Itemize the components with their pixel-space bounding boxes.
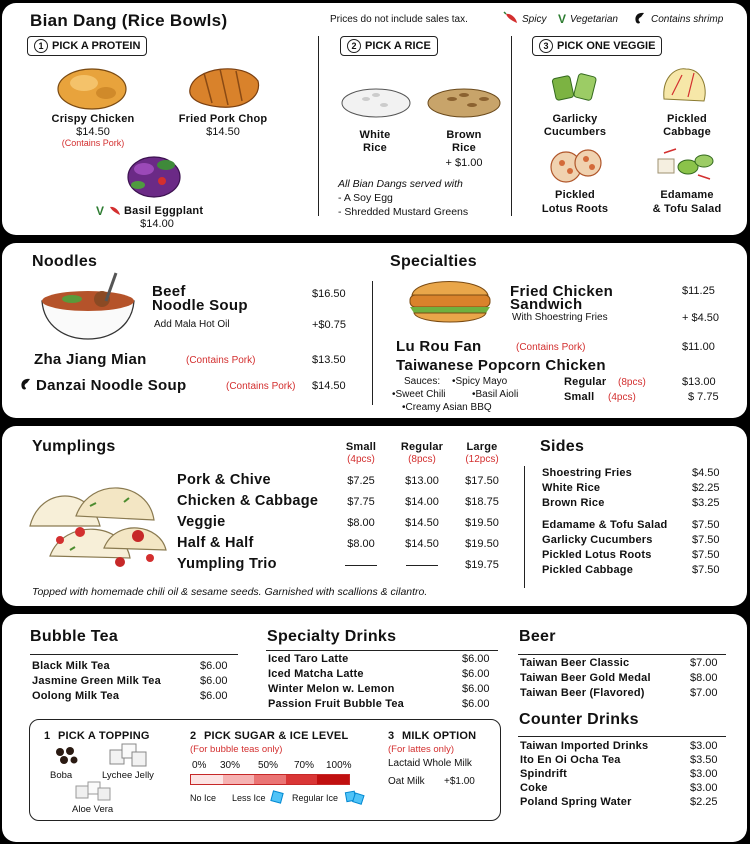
side-name: Pickled Lotus Roots xyxy=(542,549,652,561)
step-pick-protein xyxy=(27,36,147,56)
divider xyxy=(372,281,373,405)
specialty-drink-price: $6.00 xyxy=(462,683,490,695)
yumplings-title: Yumplings xyxy=(32,438,116,455)
rule xyxy=(518,736,726,737)
veggie-line1: Pickled xyxy=(667,113,707,125)
step-number: 2 xyxy=(347,39,361,53)
sauce-item: •Sweet Chili xyxy=(392,389,446,400)
popcorn-size-price: $ 7.75 xyxy=(688,391,719,403)
side-name: Edamame & Tofu Salad xyxy=(542,519,668,531)
rule xyxy=(266,650,498,651)
sides-title: Sides xyxy=(540,438,585,455)
side-price: $7.50 xyxy=(692,549,720,561)
sugar-segment xyxy=(191,775,223,784)
counter-drinks-title: Counter Drinks xyxy=(519,711,639,728)
popcorn-size-label: Regular xyxy=(564,376,607,388)
side-price: $4.50 xyxy=(692,467,720,479)
rule xyxy=(518,654,726,655)
beer-price: $7.00 xyxy=(690,687,718,699)
veggie-line2: Cucumbers xyxy=(543,126,607,138)
side-name: Garlicky Cucumbers xyxy=(542,534,653,546)
milk-option-name: Lactaid Whole Milk xyxy=(388,758,472,769)
yumpling-col-label: Large xyxy=(466,441,498,453)
yumpling-row-name: Chicken & Cabbage xyxy=(177,493,319,509)
milk-option-name: Oat Milk xyxy=(388,776,425,787)
beef-noodle-addon: Add Mala Hot Oil xyxy=(154,319,230,330)
side-price: $2.25 xyxy=(692,482,720,494)
side-price: $7.50 xyxy=(692,519,720,531)
served-with-item: - A Soy Egg xyxy=(338,192,393,204)
chili-pepper-icon xyxy=(108,204,122,217)
vegetarian-mark-icon: V xyxy=(96,204,105,218)
sugar-level-label: 100% xyxy=(326,760,352,771)
protein-name: Basil Eggplant xyxy=(124,205,204,217)
yumpling-price: $18.75 xyxy=(465,496,499,508)
drinks-panel xyxy=(2,614,747,842)
served-with-intro: All Bian Dangs served with xyxy=(338,178,463,190)
yumplings-footnote: Topped with homemade chili oil & sesame seeds. Garnished with scallions & cilantro. xyxy=(32,586,428,598)
rice-price: + $1.00 xyxy=(445,157,483,169)
yumpling-price: $8.00 xyxy=(347,517,375,529)
noodles-title: Noodles xyxy=(32,253,98,270)
counter-drink-name: Taiwan Imported Drinks xyxy=(520,740,649,752)
ice-label: No Ice xyxy=(190,793,217,803)
specialty-drinks-title: Specialty Drinks xyxy=(267,628,397,645)
side-price: $3.25 xyxy=(692,497,720,509)
veggie-line2: Lotus Roots xyxy=(541,203,609,215)
sugar-step-number: 2 xyxy=(190,730,197,742)
legend-vegetarian: Vegetarian xyxy=(570,14,618,25)
yumpling-price: $14.00 xyxy=(405,496,439,508)
topping-label: Aloe Vera xyxy=(72,804,114,815)
side-name: Shoestring Fries xyxy=(542,467,632,479)
yumpling-price: $7.25 xyxy=(347,475,375,487)
specialty-drink-price: $6.00 xyxy=(462,698,490,710)
divider xyxy=(524,466,525,588)
protein-name: Crispy Chicken xyxy=(51,113,135,125)
specialties-title: Specialties xyxy=(390,253,477,270)
topping-step-number: 1 xyxy=(44,730,51,742)
step-label: PICK A RICE xyxy=(365,40,431,52)
protein-name: Fried Pork Chop xyxy=(178,113,268,125)
lu-rou-fan-name: Lu Rou Fan xyxy=(396,338,482,355)
ice-label: Less Ice xyxy=(232,793,266,803)
yumplings-sides-panel xyxy=(2,426,747,606)
yumpling-col-count: (12pcs) xyxy=(465,454,499,465)
popcorn-size-count: (8pcs) xyxy=(618,377,646,388)
sugar-level-label: 30% xyxy=(220,760,241,771)
sauce-item: •Creamy Asian BBQ xyxy=(402,402,492,413)
rice-line2: Rice xyxy=(451,142,477,154)
counter-drink-price: $3.00 xyxy=(690,768,718,780)
bubble-tea-name: Black Milk Tea xyxy=(32,660,110,672)
sugar-note: (For bubble teas only) xyxy=(190,744,283,755)
yumpling-price: $17.50 xyxy=(465,475,499,487)
bubble-tea-price: $6.00 xyxy=(200,690,228,702)
dumplings-illustration xyxy=(20,466,172,576)
rice-line1: White xyxy=(359,129,391,141)
beef-noodle-addon-price: +$0.75 xyxy=(312,319,346,331)
sugar-level-label: 0% xyxy=(192,760,207,771)
veggie-line2: Cabbage xyxy=(663,126,711,138)
bubble-tea-name: Jasmine Green Milk Tea xyxy=(32,675,161,687)
bubble-tea-price: $6.00 xyxy=(200,660,228,672)
sandwich-addon-price: + $4.50 xyxy=(682,312,720,324)
side-name: Brown Rice xyxy=(542,497,605,509)
drink-options-box xyxy=(29,719,501,821)
vegetarian-mark-icon: V xyxy=(558,12,567,26)
specialty-drink-name: Iced Matcha Latte xyxy=(268,668,364,680)
yumpling-price: $14.50 xyxy=(405,517,439,529)
step-pick-rice xyxy=(340,36,438,56)
served-with-item: - Shredded Mustard Greens xyxy=(338,206,469,218)
beer-price: $8.00 xyxy=(690,672,718,684)
bian-dang-panel xyxy=(2,3,747,235)
noodles-specialties-panel xyxy=(2,243,747,418)
legend-shrimp: Contains shrimp xyxy=(651,14,724,25)
milk-option-price: +$1.00 xyxy=(444,776,475,787)
sugar-title: PICK SUGAR & ICE LEVEL xyxy=(204,730,349,742)
pickled-cabbage-illustration xyxy=(658,61,710,109)
chili-pepper-icon xyxy=(504,11,520,25)
danzai-noodle-note: (Contains Pork) xyxy=(226,381,296,392)
specialty-drink-name: Iced Taro Latte xyxy=(268,653,349,665)
brown-rice-illustration xyxy=(426,81,502,119)
fried-pork-chop-illustration xyxy=(184,59,264,113)
specialty-drink-name: Passion Fruit Bubble Tea xyxy=(268,698,405,710)
ice-cube-icon xyxy=(270,790,284,804)
beer-name: Taiwan Beer Gold Medal xyxy=(520,672,651,684)
sugar-segment xyxy=(254,775,286,784)
topping-title: PICK A TOPPING xyxy=(58,730,150,742)
topping-label: Lychee Jelly xyxy=(102,770,154,781)
white-rice-illustration xyxy=(340,83,412,119)
protein-price: $14.50 xyxy=(206,126,240,138)
side-price: $7.50 xyxy=(692,534,720,546)
counter-drink-price: $2.25 xyxy=(690,796,718,808)
bian-dang-title: Bian Dang (Rice Bowls) xyxy=(30,11,228,30)
sugar-segment xyxy=(223,775,255,784)
step-label: PICK A PROTEIN xyxy=(52,40,141,52)
step-number: 3 xyxy=(539,39,553,53)
boba-icon xyxy=(54,746,78,766)
yumpling-price: $7.75 xyxy=(347,496,375,508)
sauce-item: •Spicy Mayo xyxy=(452,376,508,387)
yumpling-col-label: Small xyxy=(345,441,377,453)
beer-price: $7.00 xyxy=(690,657,718,669)
lu-rou-fan-price: $11.00 xyxy=(682,341,715,353)
zha-jiang-mian-name: Zha Jiang Mian xyxy=(34,351,147,368)
not-available-dash xyxy=(406,565,438,566)
step-pick-veggie xyxy=(532,36,662,56)
beef-noodle-soup-illustration xyxy=(36,271,140,341)
yumpling-price: $19.50 xyxy=(465,538,499,550)
sugar-segment xyxy=(317,775,349,784)
beef-noodle-line2: Noodle Soup xyxy=(152,297,248,314)
garlicky-cucumbers-illustration xyxy=(550,67,600,107)
side-name: White Rice xyxy=(542,482,601,494)
side-name: Pickled Cabbage xyxy=(542,564,634,576)
basil-eggplant-illustration xyxy=(124,145,186,203)
divider xyxy=(511,36,512,216)
specialty-drink-price: $6.00 xyxy=(462,668,490,680)
specialty-drink-price: $6.00 xyxy=(462,653,490,665)
specialty-drink-name: Winter Melon w. Lemon xyxy=(268,683,395,695)
counter-drink-name: Spindrift xyxy=(520,768,568,780)
protein-price: $14.00 xyxy=(140,218,174,230)
yumpling-row-name: Pork & Chive xyxy=(177,472,271,488)
beer-name: Taiwan Beer (Flavored) xyxy=(520,687,645,699)
crispy-chicken-illustration xyxy=(54,61,132,113)
veggie-line1: Garlicky xyxy=(552,113,598,125)
shrimp-icon xyxy=(632,10,648,26)
beer-title: Beer xyxy=(519,628,556,645)
sandwich-price: $11.25 xyxy=(682,285,715,297)
counter-drink-price: $3.50 xyxy=(690,754,718,766)
protein-price: $14.50 xyxy=(76,126,110,138)
popcorn-size-price: $13.00 xyxy=(682,376,716,388)
yumpling-col-count: (8pcs) xyxy=(408,454,436,465)
yumpling-price: $13.00 xyxy=(405,475,439,487)
ice-cube-icon xyxy=(344,788,366,806)
milk-title: MILK OPTION xyxy=(402,730,477,742)
sugar-level-label: 70% xyxy=(294,760,315,771)
yumpling-row-name: Yumpling Trio xyxy=(177,556,277,572)
milk-step-number: 3 xyxy=(388,730,395,742)
popcorn-chicken-name: Taiwanese Popcorn Chicken xyxy=(396,357,606,374)
not-available-dash xyxy=(345,565,377,566)
aloe-vera-icon xyxy=(74,780,114,804)
counter-drink-price: $3.00 xyxy=(690,740,718,752)
yumpling-price: $14.50 xyxy=(405,538,439,550)
lu-rou-fan-note: (Contains Pork) xyxy=(516,342,586,353)
pickled-lotus-roots-illustration xyxy=(548,145,606,187)
topping-label: Boba xyxy=(50,770,73,781)
divider xyxy=(318,36,319,216)
yumpling-col-label: Regular xyxy=(400,441,444,453)
beef-noodle-price: $16.50 xyxy=(312,288,346,300)
sugar-level-label: 50% xyxy=(258,760,279,771)
bubble-tea-name: Oolong Milk Tea xyxy=(32,690,120,702)
yumpling-price: $19.75 xyxy=(465,559,499,571)
counter-drink-name: Poland Spring Water xyxy=(520,796,632,808)
sandwich-line2: Sandwich xyxy=(510,296,583,313)
danzai-noodle-name: Danzai Noodle Soup xyxy=(36,377,187,394)
yumpling-price: $8.00 xyxy=(347,538,375,550)
rice-line2: Rice xyxy=(362,142,388,154)
danzai-noodle-price: $14.50 xyxy=(312,380,346,392)
bubble-tea-price: $6.00 xyxy=(200,675,228,687)
veggie-line1: Pickled xyxy=(555,189,595,201)
sandwich-addon: With Shoestring Fries xyxy=(512,312,608,323)
milk-note: (For lattes only) xyxy=(388,744,454,755)
zha-jiang-mian-price: $13.50 xyxy=(312,354,346,366)
yumpling-col-count: (4pcs) xyxy=(347,454,375,465)
counter-drink-name: Coke xyxy=(520,782,548,794)
yumpling-price: $19.50 xyxy=(465,517,499,529)
veggie-line1: Edamame xyxy=(660,189,714,201)
lychee-jelly-icon xyxy=(108,742,150,770)
tax-note: Prices do not include sales tax. xyxy=(330,14,468,25)
yumpling-row-name: Veggie xyxy=(177,514,226,530)
sugar-segment xyxy=(286,775,318,784)
zha-jiang-mian-note: (Contains Pork) xyxy=(186,355,256,366)
counter-drink-name: Ito En Oi Ocha Tea xyxy=(520,754,621,766)
shrimp-icon xyxy=(18,376,34,392)
sugar-gradient-bar xyxy=(190,774,350,785)
yumpling-row-name: Half & Half xyxy=(177,535,254,551)
step-label: PICK ONE VEGGIE xyxy=(557,40,656,52)
sauce-item: •Basil Aioli xyxy=(472,389,519,400)
rule xyxy=(30,654,238,655)
sandwich-line1: Fried Chicken xyxy=(510,283,614,300)
step-number: 1 xyxy=(34,39,48,53)
bubble-tea-title: Bubble Tea xyxy=(30,628,119,645)
ice-label: Regular Ice xyxy=(292,793,339,803)
sauces-label: Sauces: xyxy=(404,376,441,387)
edamame-tofu-salad-illustration xyxy=(654,145,716,187)
fried-chicken-sandwich-illustration xyxy=(402,273,498,329)
legend-spicy: Spicy xyxy=(522,14,547,25)
side-price: $7.50 xyxy=(692,564,720,576)
beer-name: Taiwan Beer Classic xyxy=(520,657,630,669)
rice-line1: Brown xyxy=(446,129,482,141)
counter-drink-price: $3.00 xyxy=(690,782,718,794)
veggie-line2: & Tofu Salad xyxy=(652,203,722,215)
protein-note: (Contains Pork) xyxy=(61,138,125,148)
popcorn-size-count: (4pcs) xyxy=(608,392,636,403)
beef-noodle-line1: Beef xyxy=(152,283,186,300)
popcorn-size-label: Small xyxy=(564,391,595,403)
